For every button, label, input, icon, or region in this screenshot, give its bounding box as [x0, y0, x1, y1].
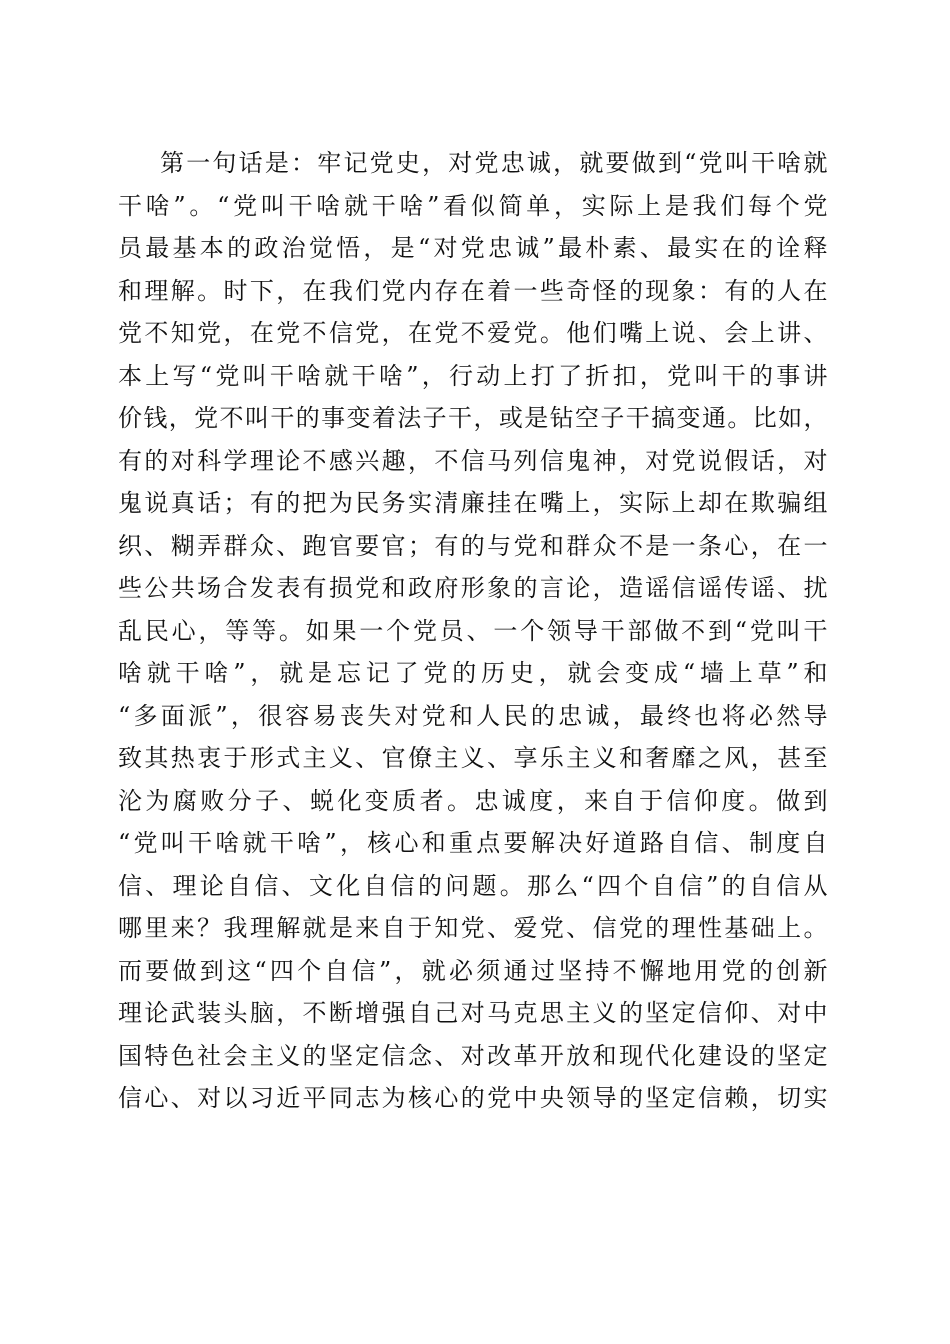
paragraph-line: 干啥”。“党叫干啥就干啥”看似简单，实际上是我们每个党 [118, 191, 828, 220]
paragraph-line: 而要做到这“四个自信”，就必须通过坚持不懈地用党的创新 [118, 956, 828, 985]
paragraph-line: 啥就干啥”，就是忘记了党的历史，就会变成“墙上草”和 [118, 659, 828, 687]
paragraph-line: 第一句话是：牢记党史，对党忠诚，就要做到“党叫干啥就 [160, 149, 828, 177]
paragraph-line: 员最基本的政治觉悟，是“对党忠诚”最朴素、最实在的诠释 [118, 234, 828, 262]
paragraph-line: 本上写“党叫干啥就干啥”，行动上打了折扣，党叫干的事讲 [118, 361, 828, 390]
paragraph-line: 价钱，党不叫干的事变着法子干，或是钻空子干搞变通。比如， [118, 404, 828, 432]
paragraph-line: 国特色社会主义的坚定信念、对改革开放和现代化建设的坚定 [118, 1041, 828, 1070]
body-paragraph [118, 142, 828, 1120]
paragraph-line: 沦为腐败分子、蜕化变质者。忠诚度，来自于信仰度。做到 [118, 786, 828, 815]
paragraph-line: 信心、对以习近平同志为核心的党中央领导的坚定信赖，切实 [118, 1084, 828, 1112]
paragraph-line: 信、理论自信、文化自信的问题。那么“四个自信”的自信从 [118, 871, 828, 900]
paragraph-line: “党叫干啥就干啥”，核心和重点要解决好道路自信、制度自 [118, 829, 828, 857]
paragraph-line: 乱民心，等等。如果一个党员、一个领导干部做不到“党叫干 [118, 616, 828, 645]
paragraph-line: 哪里来？我理解就是来自于知党、爱党、信党的理性基础上。 [118, 914, 828, 942]
paragraph-line: 和理解。时下，在我们党内存在着一些奇怪的现象：有的人在 [118, 276, 828, 305]
paragraph-line: 致其热衷于形式主义、官僚主义、享乐主义和奢靡之风，甚至 [118, 744, 828, 772]
paragraph-line: 党不知党，在党不信党，在党不爱党。他们嘴上说、会上讲、 [118, 319, 828, 347]
paragraph-line: 织、糊弄群众、跑官要官；有的与党和群众不是一条心，在一 [118, 531, 828, 560]
paragraph-line: 些公共场合发表有损党和政府形象的言论，造谣信谣传谣、扰 [118, 574, 828, 602]
paragraph-line: 理论武装头脑，不断增强自己对马克思主义的坚定信仰、对中 [118, 999, 828, 1027]
paragraph-line: 有的对科学理论不感兴趣，不信马列信鬼神，对党说假话，对 [118, 446, 828, 475]
paragraph-line: “多面派”，很容易丧失对党和人民的忠诚，最终也将必然导 [118, 701, 828, 730]
paragraph-line: 鬼说真话；有的把为民务实清廉挂在嘴上，实际上却在欺骗组 [118, 489, 828, 517]
